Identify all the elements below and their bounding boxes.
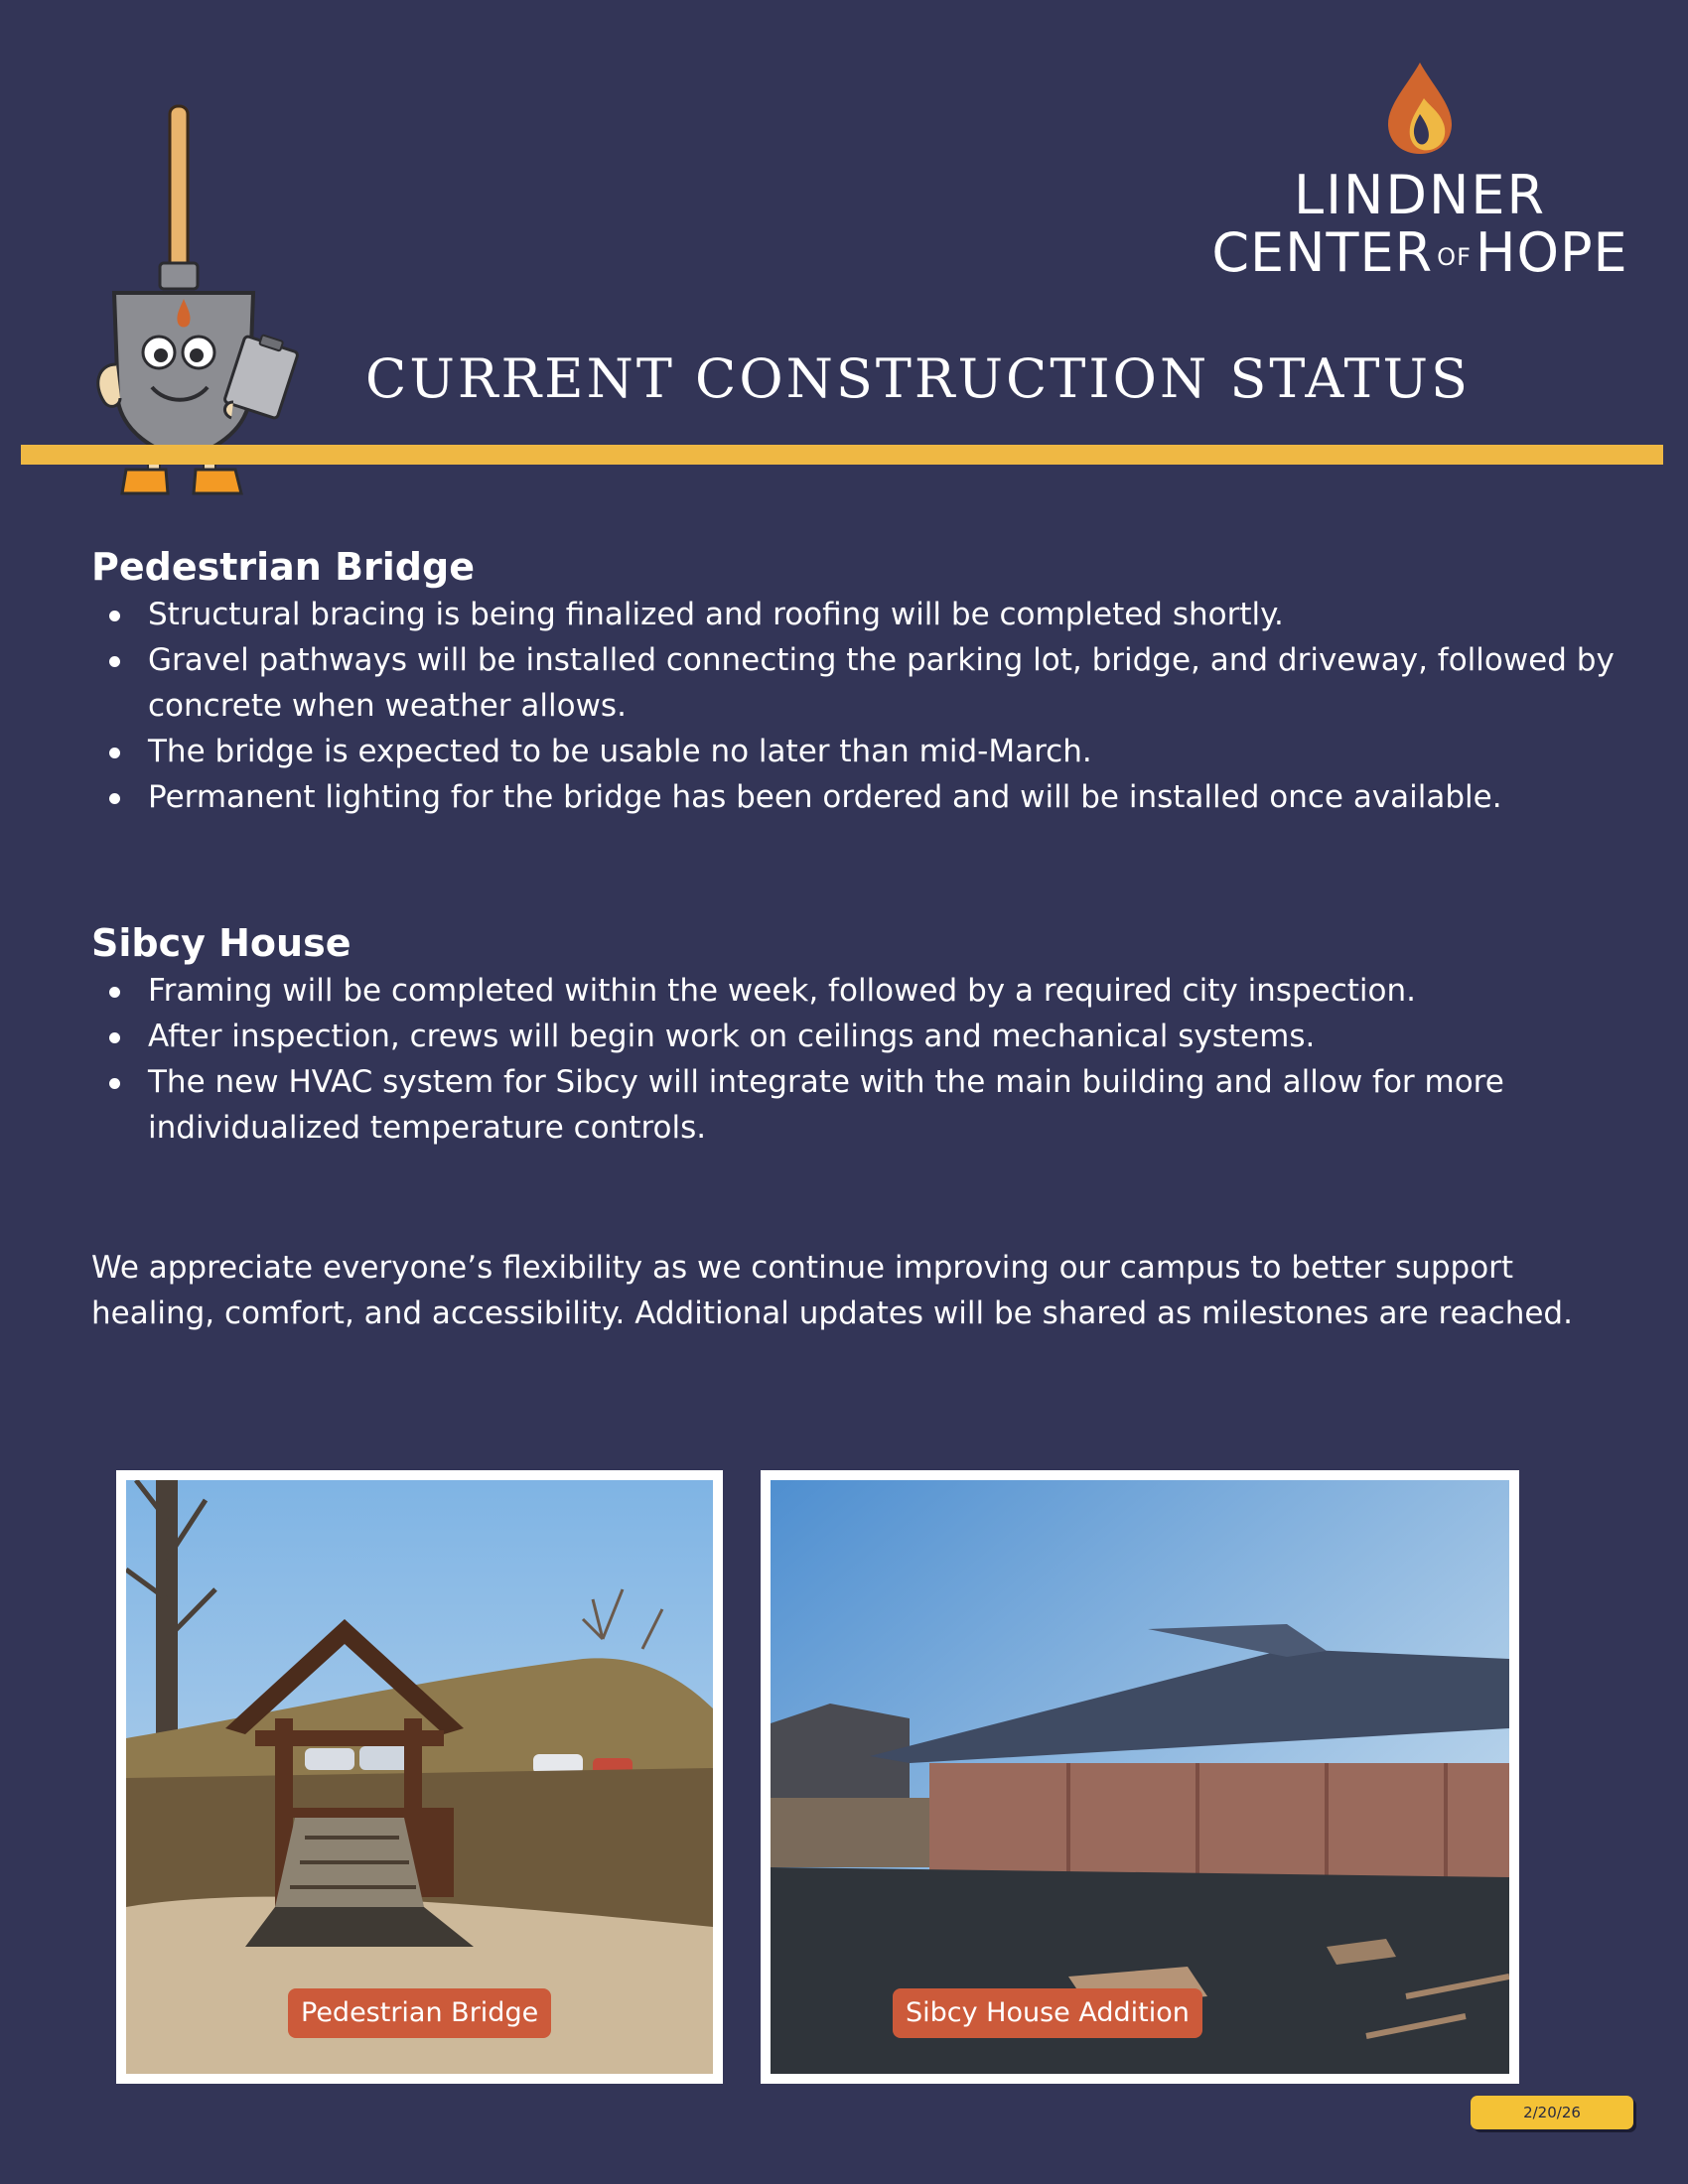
bullet-list	[91, 968, 1640, 1151]
title-divider	[21, 445, 1663, 465]
list-item: Gravel pathways will be installed connecting the parking lot, bridge, and driveway, followed by concrete when weather allows.	[91, 637, 1640, 729]
date-badge: 2/20/26	[1471, 2096, 1633, 2129]
section-heading: Sibcy House	[91, 921, 352, 965]
list-item: After inspection, crews will begin work on ceilings and mechanical systems.	[91, 1014, 1640, 1059]
logo-line-1: LINDNER	[1293, 164, 1547, 226]
section-heading: Pedestrian Bridge	[91, 545, 475, 589]
section-sibcy-house	[91, 918, 1640, 1151]
bridge-photo-image	[126, 1480, 713, 2074]
list-item: Framing will be completed within the week, followed by a required city inspection.	[91, 968, 1640, 1014]
bullet-list	[91, 592, 1640, 820]
logo-line-2: CENTER OFHOPE	[1211, 221, 1628, 284]
flame-icon	[1380, 61, 1460, 156]
photo-pedestrian-bridge	[116, 1470, 723, 2084]
list-item: Structural bracing is being finalized and roofing will be completed shortly.	[91, 592, 1640, 637]
page-title: CURRENT CONSTRUCTION STATUS	[365, 347, 1471, 410]
closing-paragraph: We appreciate everyone’s flexibility as we continue improving our campus to better support healing, comfort, and accessibility. Additional updates will be shared as milestones are reached.	[91, 1250, 1573, 1331]
photo-caption: Sibcy House Addition	[893, 1988, 1202, 2038]
list-item: Permanent lighting for the bridge has been ordered and will be installed once available.	[91, 774, 1640, 820]
sibcy-photo-image	[771, 1480, 1509, 2074]
photo-caption: Pedestrian Bridge	[288, 1988, 551, 2038]
section-pedestrian-bridge	[91, 542, 1640, 820]
list-item: The bridge is expected to be usable no later than mid-March.	[91, 729, 1640, 774]
list-item: The new HVAC system for Sibcy will integrate with the main building and allow for more individualized temperature controls.	[91, 1059, 1640, 1151]
lindner-logo	[1192, 55, 1648, 293]
shovel-mascot-icon	[84, 104, 303, 501]
photo-sibcy-house	[761, 1470, 1519, 2084]
